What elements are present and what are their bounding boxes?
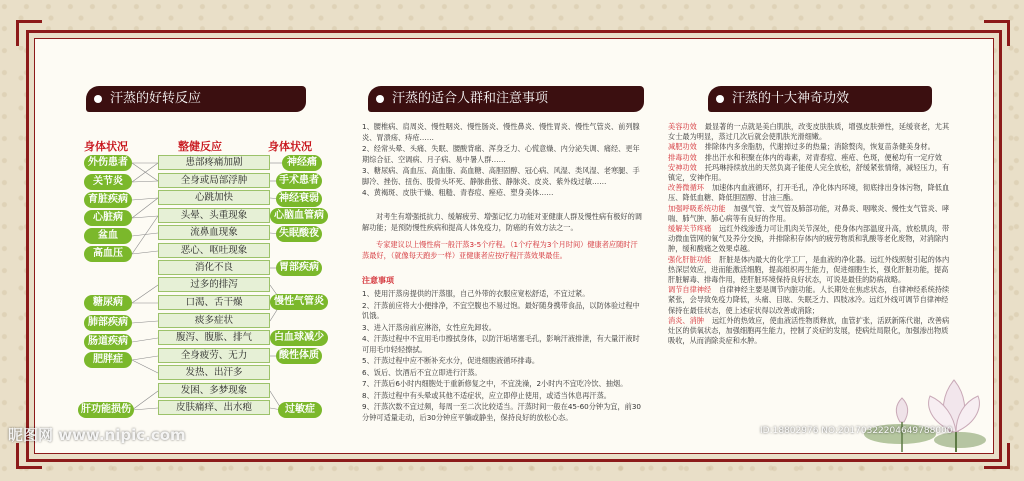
condition-right: 神经痛 — [282, 155, 322, 171]
notice-item: 8、汗蒸过程中有头晕或其他不适症状，应立即停止使用，或适当休息再汗蒸。 — [362, 390, 611, 400]
notice-item: 5、汗蒸过程中应不断补充水分，促进细胞液循环排毒。 — [362, 356, 540, 365]
reaction-item: 发热、出汗多 — [158, 365, 270, 380]
condition-left: 肺部疾病 — [84, 315, 132, 331]
reaction-item: 恶心、呕吐现象 — [158, 243, 270, 258]
section-banner-reactions: 汗蒸的好转反应 — [86, 86, 306, 112]
effect-item: 调节自律神经 自律神经主要是调节内脏功能。人长期处在焦虑状态，自律神经系统持续紧张，会导致免疫力降低，头痛、目眩、失眠乏力、四肢冰冷。远红外线可调节自律神经保持在最佳状态，使上述症状得以改善或消除； — [668, 285, 950, 315]
condition-left: 育脏疾病 — [84, 192, 132, 208]
section-banner-suitable: 汗蒸的适合人群和注意事项 — [368, 86, 644, 112]
effect-item: 排毒功效 排出汗水和积聚在体内的毒素，对青春痘、痤疮、色斑，便秘均有一定疗效 — [668, 152, 942, 162]
condition-left: 盆血 — [84, 228, 132, 244]
effect-item: 强化肝脏功能 肝脏是体内最大的化学工厂，是血液的净化器。远红外线照射引起的体内热深层效应，进而能激活细胞，提高组织再生能力，促进细胞生长，强化肝脏功能，提高肝脏解毒、排毒作用，使肝脏环境保持良好状态，可说是最佳的防病战略。 — [668, 254, 950, 285]
notice-item: 1、使用汗蒸房提供的汗蒸服，自己外带的衣服应宽松舒适，不宜过紧。 — [362, 289, 590, 298]
notice-item: 6、饭后、饮酒后不宜立即进行汗蒸。 — [362, 367, 482, 377]
condition-left: 肠道疾病 — [84, 334, 132, 350]
effect-item: 加强呼吸系统功能 加强气管、支气管及肺部功能，对鼻炎、咽喉炎、慢性支气管炎、哮喘、肺气肿、肺心病等有良好的作用。 — [668, 203, 950, 223]
suitable-item: 3、糖尿病、高血压、高血脂、高血糖、高胆固醇、冠心病、风湿、类风湿、老寒腿、手脚冷、挫伤、扭伤、股骨头坏死、静脉曲张、静脉炎、皮炎、紫外线过敏…… — [362, 166, 640, 186]
notice-item: 3、进入汗蒸房前应淋浴，女性应先卸妆。 — [362, 322, 496, 332]
condition-right: 过敏症 — [278, 402, 322, 418]
reaction-item: 流鼻血现象 — [158, 225, 270, 240]
expert-advice: 专家建议以上慢性病一般汗蒸3-5个疗程。（1个疗程为3个月时间）健康者应随时汗蒸最好，（就像每天跑步一样）亚健康者应按疗程汗蒸效果最佳。 — [362, 240, 638, 260]
condition-left: 心脏病 — [84, 210, 132, 226]
effect-item: 减肥功效 排除体内多余脂肪，代谢掉过多的热量；消除赘肉，恢复苗条健美身材。 — [668, 142, 935, 152]
reaction-item: 患部疼痛加剧 — [158, 155, 270, 170]
suitable-item: 2、经常头晕、头痛、失眠、腰酸背痛、浑身乏力、心慌意燥、内分泌失调、痛经、更年期综合征、空调病、月子病、易中暑人群…… — [362, 144, 640, 164]
effect-item: 消炎、消肿 远红外的热效应，使血液活性物质释放，血管扩张，活跃新陈代谢，改善病灶区的供氧状态，加强细胞再生能力，控制了炎症的发展，使病灶局限化，加强渗出物质吸收，从而消除炎症和水肿。 — [668, 315, 950, 346]
watermark-logo: 昵图网 www.nipic.com — [8, 426, 186, 444]
notice-item: 2、汗蒸前应将大小便排净，不宜空腹也不易过饱。最好随身携带食品，以防体验过程中饥饿。 — [362, 300, 640, 320]
effect-item: 安神功效 托玛琳持续放出的天然负离子能使人完全放松，舒缓紧张情绪，减轻压力，有镇定，安神作用。 — [668, 162, 950, 183]
reaction-item: 全身疲劳、无力 — [158, 348, 270, 363]
col-left-head: 身体状况 — [84, 140, 128, 153]
condition-left: 肝功能损伤 — [78, 402, 134, 418]
condition-left: 高血压 — [84, 246, 132, 262]
condition-left: 外伤患者 — [84, 155, 132, 171]
reaction-item: 痰多症状 — [158, 313, 270, 328]
condition-left: 肥胖症 — [84, 352, 132, 368]
col-right-head: 身体状况 — [268, 140, 312, 153]
effect-item: 改善微循环 加速体内血液循环，打开毛孔，净化体内环境，彻底排出身体污物，降低血压、降低血糖、降低胆固醇、甘油三酯。 — [668, 183, 950, 203]
reaction-item: 发困、多梦现象 — [158, 383, 270, 398]
reaction-item: 头晕、头重现象 — [158, 208, 270, 223]
notice-list — [362, 289, 644, 424]
condition-right: 神经衰弱 — [276, 191, 322, 207]
effect-item: 美容功效 最显著的一点就是美白肌肤，改变皮肤肤质，增强皮肤弹性，延缓衰老，尤其女士最为明显，蒸过几次后就会使肌肤光滑细嫩。 — [668, 122, 950, 142]
suitable-item: 4、黄褐斑、皮肤干燥、粗糙、青春痘、痤疮、塑身美体…… — [362, 188, 554, 197]
intro-paragraph: 对考生有增强抵抗力、缓解疲劳、增强记忆力功能对亚健康人群及慢性病有极好的调解功能；是预防慢性疾病和提高人体免疫力，防癌的有效方法之一。 — [362, 212, 642, 232]
reaction-item: 口渴、舌干燥 — [158, 295, 270, 310]
reaction-item: 过多的排泻 — [158, 277, 270, 292]
condition-left: 糖尿病 — [84, 295, 132, 311]
watermark-id: ID:18802976 NO:20170322204649788000 — [760, 426, 953, 436]
lotus-decoration — [860, 372, 990, 452]
condition-right: 胃部疾病 — [276, 260, 322, 276]
effect-item: 缓解关节疼痛 远红外线渗透力可让肌肉关节深处，使身体内部温度升高，放松肌肉，带动微血管网的氧气及养分交换，并排除积存体内的疲劳物质和乳酸等老化废物，对消除内肿，缓和酸痛之效果卓越。 — [668, 224, 950, 254]
reaction-item: 消化不良 — [158, 260, 270, 275]
condition-right: 慢性气管炎 — [270, 294, 328, 310]
notice-item: 7、汗蒸后6小时内细胞处于重新修复之中，不宜洗澡，2小时内不宜吃冷饮、抽烟。 — [362, 379, 628, 388]
condition-right: 心脑血管病 — [270, 208, 328, 224]
condition-right: 白血球减少 — [270, 330, 328, 346]
suitable-item: 1、腰椎病、肩周炎、慢性咽炎、慢性肠炎、慢性鼻炎、慢性胃炎、慢性气管炎、前列腺炎、胃溃疡、痔疮…… — [362, 122, 640, 142]
condition-right: 失眠酸夜 — [276, 226, 322, 242]
notice-title: 注意事项 — [362, 276, 394, 285]
notice-item: 4、汗蒸过程中不宜用毛巾擦拭身体，以防汗垢堵塞毛孔，影响汗液排泄，有大量汗液时可用毛巾轻轻擦拭。 — [362, 334, 640, 354]
reaction-item: 心跳加快 — [158, 190, 270, 205]
reaction-item: 皮肤痛痒、出水疱 — [158, 400, 270, 415]
section-banner-effects: 汗蒸的十大神奇功效 — [708, 86, 932, 112]
condition-left: 关节炎 — [84, 174, 132, 190]
suitable-list — [362, 122, 642, 200]
effects-list — [668, 122, 950, 346]
reaction-item: 全身或局部浮肿 — [158, 173, 270, 188]
condition-right: 酸性体质 — [276, 348, 322, 364]
condition-right: 手术患者 — [276, 173, 322, 189]
notice-item: 9、汗蒸次数不宜过频，每周一至二次比较适当。汗蒸时间一般在45-60分钟为宜，前30分钟可适量走动，后30分钟应平躺或静坐，保持良好的放松心态。 — [362, 402, 641, 422]
reaction-item: 腹泻、腹胀、排气 — [158, 330, 270, 345]
col-mid-head: 整健反应 — [178, 140, 222, 153]
